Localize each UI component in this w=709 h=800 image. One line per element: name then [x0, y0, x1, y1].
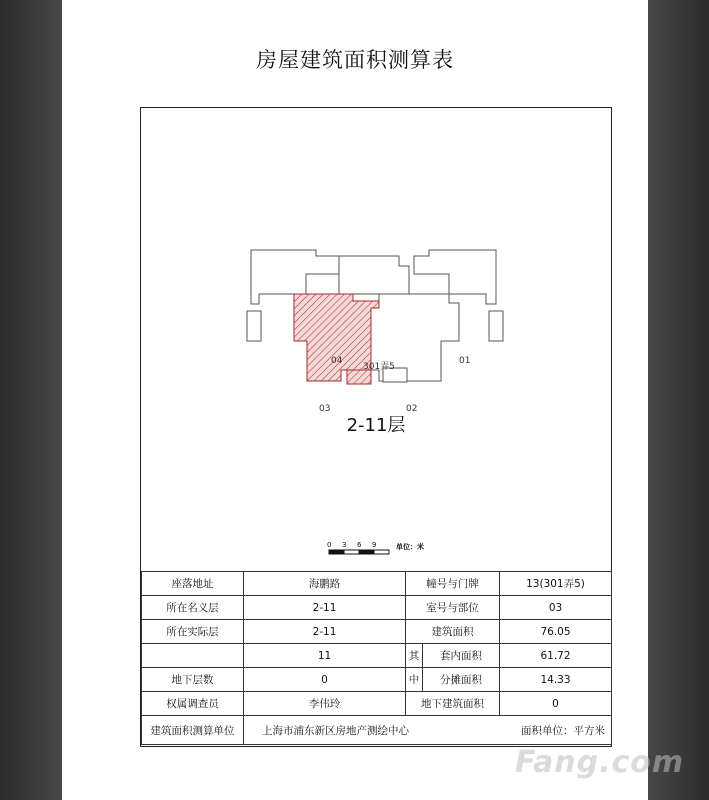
- value-inner-area: 61.72: [500, 644, 612, 668]
- value-nominal-floor: 2-11: [244, 596, 406, 620]
- floor-label: 2-11层: [346, 415, 406, 436]
- scale-tick-0: 0: [327, 541, 332, 549]
- value-building-number: 13(301弄5): [500, 572, 612, 596]
- label-building-number: 幢号与门牌: [406, 572, 500, 596]
- value-surveyor: 李伟玲: [244, 692, 406, 716]
- label-nominal-floor: 所在名义层: [142, 596, 244, 620]
- scale-unit: 单位：米: [396, 543, 424, 551]
- viewer-left-margin: [0, 0, 62, 800]
- scale-tick-3: 3: [342, 541, 347, 549]
- value-room-number: 03: [500, 596, 612, 620]
- label-inner-area: 套内面积: [423, 644, 500, 668]
- label-among-1: 其: [406, 644, 423, 668]
- table-row: [142, 668, 612, 692]
- viewer-right-margin: [648, 0, 709, 800]
- table-row: [142, 644, 612, 668]
- value-survey-unit: 上海市浦东新区房地产测绘中心: [262, 724, 409, 737]
- scale-tick-9: 9: [372, 541, 377, 549]
- scale-tick-6: 6: [357, 541, 362, 549]
- label-room-number: 室号与部位: [406, 596, 500, 620]
- label-among-2: 中: [406, 668, 423, 692]
- unit-01-balcony: [489, 311, 503, 341]
- table-row: [142, 716, 612, 745]
- label-shared-area: 分摊面积: [423, 668, 500, 692]
- core-label: 301弄5: [363, 362, 395, 372]
- label-empty: [142, 644, 244, 668]
- value-total-floors: 11: [244, 644, 406, 668]
- value-address: 海鹏路: [244, 572, 406, 596]
- unit-02-label: 02: [406, 404, 418, 414]
- value-underground-area: 0: [500, 692, 612, 716]
- label-address: 座落地址: [142, 572, 244, 596]
- label-underground-area: 地下建筑面积: [406, 692, 500, 716]
- area-unit-label: 面积单位：平方米: [521, 724, 605, 737]
- floor-plan-drawing: [141, 108, 611, 571]
- value-building-area: 76.05: [500, 620, 612, 644]
- document-title: 房屋建筑面积测算表: [256, 48, 454, 72]
- unit-03-small-room: [347, 370, 371, 384]
- table-row: [142, 572, 612, 596]
- document-page: [62, 0, 648, 800]
- value-underground-floors: 0: [244, 668, 406, 692]
- drawing-frame: [140, 107, 612, 747]
- unit-04-balcony: [247, 311, 261, 341]
- area-info-table: [141, 571, 612, 745]
- survey-unit-cell: [244, 716, 612, 745]
- label-survey-unit: 建筑面积测算单位: [142, 716, 244, 745]
- watermark-logo: Fang.com: [515, 745, 685, 780]
- label-building-area: 建筑面积: [406, 620, 500, 644]
- unit-03-label: 03: [319, 404, 331, 414]
- table-row: [142, 620, 612, 644]
- label-actual-floor: 所在实际层: [142, 620, 244, 644]
- scale-bar: [329, 550, 389, 554]
- table-row: [142, 692, 612, 716]
- unit-04-label: 04: [331, 356, 343, 366]
- unit-01-label: 01: [459, 356, 471, 366]
- label-underground-floors: 地下层数: [142, 668, 244, 692]
- value-actual-floor: 2-11: [244, 620, 406, 644]
- table-row: [142, 596, 612, 620]
- label-surveyor: 权属调查员: [142, 692, 244, 716]
- value-shared-area: 14.33: [500, 668, 612, 692]
- core-stair-outline: [339, 256, 409, 294]
